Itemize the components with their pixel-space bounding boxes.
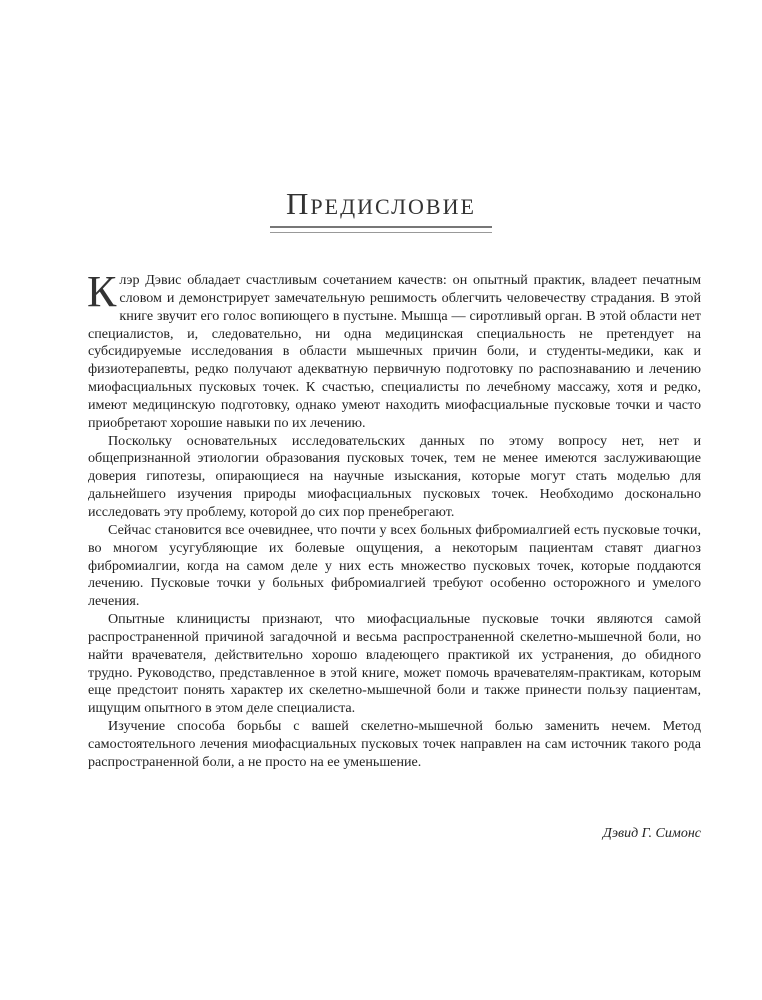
paragraph-3: Сейчас становится все очевиднее, что почти у всех больных фибромиалгией есть пусковые точки, во многом усугубляющие их болевые ощущения, а некоторым пациентам ставят диагноз фибромиалгии, когда на самом деле у них есть множество пусковых точек, которые поддаются лечению. Пусковые точки у больных фибромиалгией требуют особенно осторожного и умелого лечения. <box>88 521 701 610</box>
page-title: Предисловие <box>286 186 476 221</box>
paragraph-1-text: лэр Дэвис обладает счастливым сочетанием качеств: он опытный практик, владеет печатным словом и демонстрирует замечательную решимость облегчить человечеству страдания. В этой книге звучит его голос вопиющего в пустыне. Мышца — сиротливый орган. В этой области нет специалистов, и, следовательно, ни одна медицинская специальность не претендует на субсидируемые исследования в области мышечных причин боли, и студенты-медики, как и физиотерапевты, редко получают адекватную первичную подготовку по распознаванию и лечению миофасциальных пусковых точек. К счастью, специалисты по лечебному массажу, хотя и редко, имеют медицинскую подготовку, однако умеют находить миофасциальные пусковые точки и часто приобретают хорошие навыки по их лечению. <box>88 272 701 431</box>
signature: Дэвид Г. Симонс <box>602 826 701 841</box>
paragraph-2: Поскольку основательных исследовательских данных по этому вопросу нет, нет и общепризнанной этиологии образования пусковых точек, тем не менее имеются заслуживающие доверия гипотезы, опирающиеся на научные изыскания, которые могут стать моделью для дальнейшего изучения природы миофасциальных пусковых точек. Необходимо досконально исследовать эту проблему, которой до сих пор пренебрегают. <box>88 432 701 520</box>
paragraph-4: Опытные клиницисты признают, что миофасциальные пусковые точки являются самой распространенной причиной загадочной и весьма распространенной скелетно-мышечной боли, но найти врачевателя, действительно хорошо владеющего практикой их устранения, до обидного трудно. Руководство, представленное в этой книге, может помочь врачевателям-практикам, которым еще предстоит понять характер их скелетно-мышечной боли и также принести пользу пациентам, ищущим опытного в этом деле специалиста. <box>88 611 701 717</box>
paragraph-1 <box>87 267 701 433</box>
body-text <box>87 267 701 772</box>
paragraph-5: Изучение способа борьбы с вашей скелетно-мышечной болью заменить нечем. Метод самостоятельного лечения миофасциальных пусковых точек направлен на сам источник такого рода распространенной боли, а не просто на ее уменьшение. <box>88 718 701 770</box>
drop-cap: К <box>87 267 117 316</box>
title-underline-thin <box>270 232 492 233</box>
title-underline-thick <box>270 226 492 228</box>
